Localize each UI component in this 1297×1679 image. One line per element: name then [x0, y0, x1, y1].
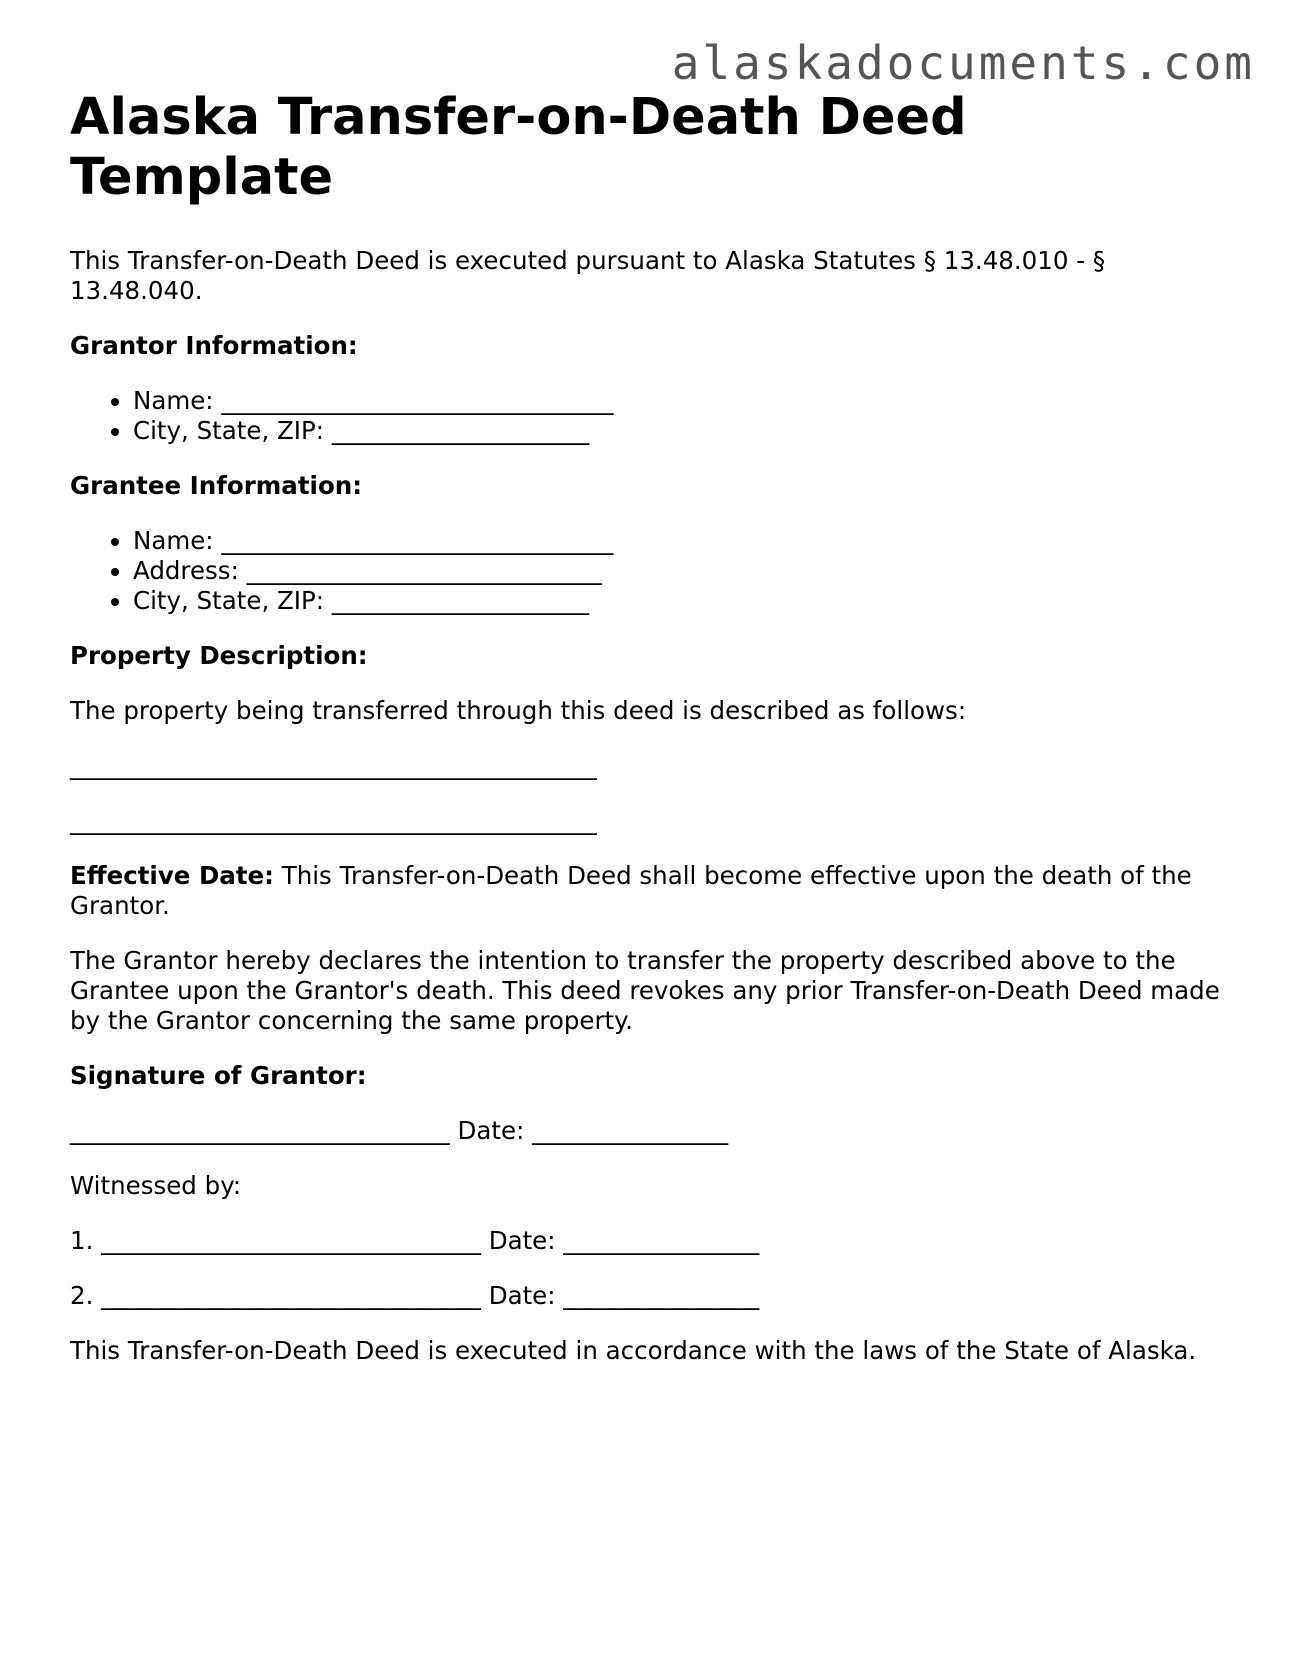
effective-date-label: Effective Date: — [70, 861, 274, 890]
document-body — [70, 88, 1230, 1366]
signature-heading: Signature of Grantor: — [70, 1061, 367, 1090]
grantee-name-field: • Name: ________________________________ — [133, 526, 1230, 556]
grantee-address-field: • Address: _____________________________ — [133, 556, 1230, 586]
witness-line-1: 1. _______________________________ Date: ________________ — [70, 1226, 760, 1255]
witness-label: Witnessed by: — [70, 1171, 242, 1200]
grantee-city-field: • City, State, ZIP: _____________________ — [133, 586, 1230, 616]
witness-line-2: 2. _______________________________ Date: ________________ — [70, 1281, 760, 1310]
property-text: The property being transferred through this deed is described as follows: — [70, 696, 967, 725]
grantee-heading: Grantee Information: — [70, 471, 363, 500]
intro-paragraph: This Transfer-on-Death Deed is executed pursuant to Alaska Statutes § 13.48.010 - § 13.48.040. — [70, 246, 1106, 305]
property-line-1: ___________________________________________ — [70, 751, 597, 780]
effective-date-text: This Transfer-on-Death Deed shall become effective upon the death of the Grantor. — [70, 861, 1192, 920]
declaration-paragraph: The Grantor hereby declares the intention to transfer the property described above to the Grantee upon the Grantor's death. This deed revokes any prior Transfer-on-Death Deed made by the Grantor concerning the same property. — [70, 946, 1220, 1035]
grantor-list — [70, 386, 1230, 446]
grantor-heading: Grantor Information: — [70, 331, 358, 360]
grantor-city-field: • City, State, ZIP: _____________________ — [133, 416, 1230, 446]
property-line-2: ___________________________________________ — [70, 806, 597, 835]
page-title: Alaska Transfer-on-Death Deed Template — [70, 88, 967, 207]
effective-date-paragraph — [70, 861, 1240, 921]
signature-line: _______________________________ Date: ________________ — [70, 1116, 729, 1145]
closing-paragraph: This Transfer-on-Death Deed is executed in accordance with the laws of the State of Alaska. — [70, 1336, 1197, 1365]
grantee-list — [70, 526, 1230, 616]
grantor-name-field: • Name: ________________________________ — [133, 386, 1230, 416]
watermark: alaskadocuments.com — [671, 36, 1255, 90]
property-heading: Property Description: — [70, 641, 368, 670]
